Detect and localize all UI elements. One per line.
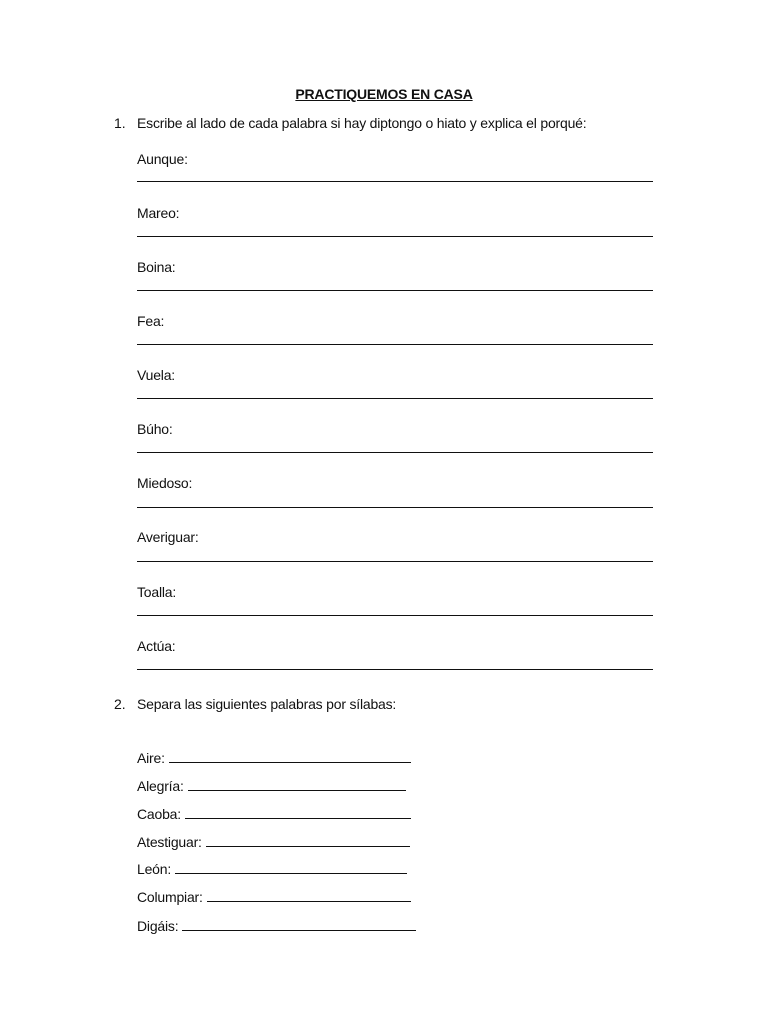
q1-answer-line[interactable] xyxy=(137,669,653,670)
q2-word-columpiar: Columpiar: xyxy=(137,889,203,905)
q1-word-actua: Actúa: xyxy=(137,638,176,654)
q2-word-caoba: Caoba: xyxy=(137,806,181,822)
q1-answer-line[interactable] xyxy=(137,181,653,182)
q2-answer-line[interactable] xyxy=(175,861,407,874)
q2-answer-line[interactable] xyxy=(185,806,411,819)
q2-answer-line[interactable] xyxy=(207,889,411,902)
q1-word-aunque: Aunque: xyxy=(137,151,188,167)
q2-row-digais xyxy=(137,918,416,934)
question-1-text: Escribe al lado de cada palabra si hay diptongo o hiato y explica el porqué: xyxy=(137,115,587,131)
q2-answer-line[interactable] xyxy=(188,778,406,791)
q1-answer-line[interactable] xyxy=(137,236,653,237)
q2-row-aire xyxy=(137,750,411,766)
q2-word-digais: Digáis: xyxy=(137,918,179,934)
q1-word-fea: Fea: xyxy=(137,313,165,329)
q2-word-leon: León: xyxy=(137,861,172,877)
q1-answer-line[interactable] xyxy=(137,398,653,399)
q2-answer-line[interactable] xyxy=(206,834,410,847)
worksheet-title: PRACTIQUEMOS EN CASA xyxy=(295,86,473,102)
q2-row-columpiar xyxy=(137,889,411,905)
q1-answer-line[interactable] xyxy=(137,344,653,345)
q1-answer-line[interactable] xyxy=(137,452,653,453)
q2-answer-line[interactable] xyxy=(182,918,416,931)
q1-answer-line[interactable] xyxy=(137,561,653,562)
q1-word-miedoso: Miedoso: xyxy=(137,475,193,491)
q2-word-alegria: Alegría: xyxy=(137,778,184,794)
question-2-number: 2. xyxy=(114,696,126,712)
q2-row-leon xyxy=(137,861,407,877)
q1-answer-line[interactable] xyxy=(137,290,653,291)
question-1-number: 1. xyxy=(114,115,126,131)
q1-answer-line[interactable] xyxy=(137,615,653,616)
q2-row-alegria xyxy=(137,778,406,794)
q2-row-atestiguar xyxy=(137,834,410,850)
q2-word-atestiguar: Atestiguar: xyxy=(137,834,202,850)
q1-word-vuela: Vuela: xyxy=(137,367,175,383)
q1-word-averiguar: Averiguar: xyxy=(137,529,199,545)
q1-answer-line[interactable] xyxy=(137,507,653,508)
q2-row-caoba xyxy=(137,806,411,822)
q2-word-aire: Aire: xyxy=(137,750,165,766)
question-2-text: Separa las siguientes palabras por sílabas: xyxy=(137,696,397,712)
q1-word-mareo: Mareo: xyxy=(137,205,180,221)
q1-word-buho: Búho: xyxy=(137,421,173,437)
q1-word-toalla: Toalla: xyxy=(137,584,177,600)
q2-answer-line[interactable] xyxy=(169,750,411,763)
q1-word-boina: Boina: xyxy=(137,259,176,275)
